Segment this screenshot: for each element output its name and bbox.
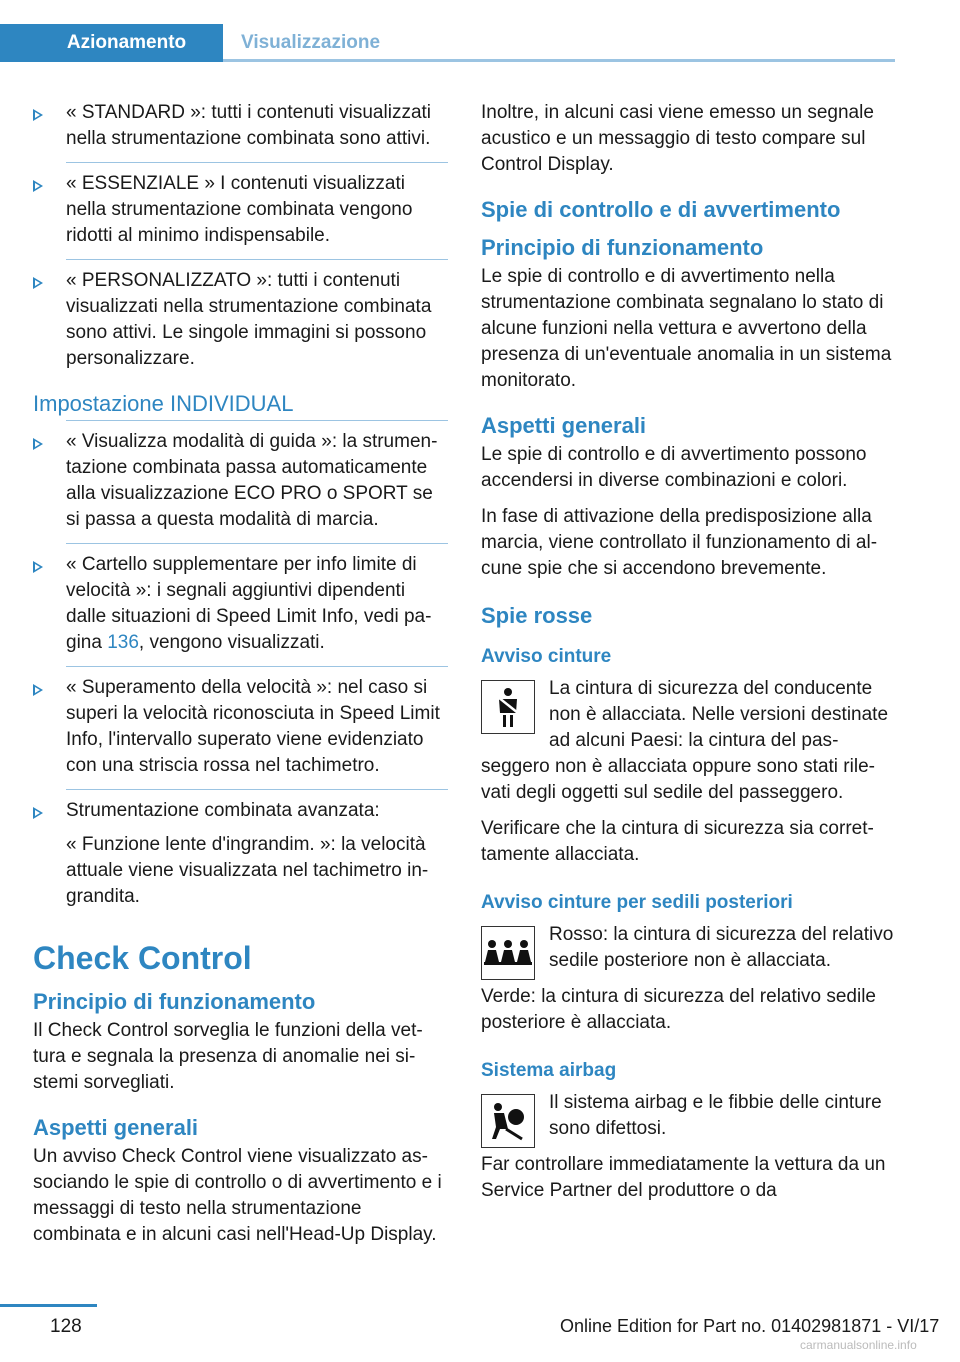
triangle-right-icon	[33, 109, 43, 121]
page-link[interactable]: 136	[107, 632, 139, 653]
edition-note: Online Edition for Part no. 01402981871 - VI/17	[560, 1316, 940, 1336]
lamp-block	[481, 676, 896, 806]
heading-individual: Impostazione INDIVIDUAL	[33, 391, 294, 416]
page-number: 128	[50, 1316, 82, 1337]
watermark: carmanualsonline.info	[800, 1338, 917, 1352]
heading-check-control: Check Control	[33, 940, 252, 976]
list-item: « Superamento della velocità »: nel caso si superi la velocità riconosciuta in Speed Limit Info, l'intervallo superato viene evidenziato con una striscia rossa nel tachimetro.	[33, 666, 448, 779]
paragraph: In fase di attivazione della predisposizione alla marcia, viene controllato il funzionamento di alcune spie che si accendono brevemente.	[481, 506, 878, 579]
list-item: « STANDARD »: tutti i contenuti visualizzati nella strumentazione combinata sono attivi.	[33, 100, 448, 152]
list-item: « ESSENZIALE » I contenuti visualizzati nella strumentazione combinata vengono ridotti al minimo indispensabile.	[33, 162, 448, 249]
heading-avviso-posteriori: Avviso cinture per sedili posteriori	[481, 892, 793, 913]
airbag-warning-icon	[481, 1094, 535, 1148]
seatbelt-warning-icon	[481, 680, 535, 734]
heading-principio-left: Principio di funzionamento	[33, 989, 316, 1014]
triangle-right-icon	[33, 684, 43, 696]
left-column	[33, 100, 448, 1258]
section-tab-visualizzazione: Visualizzazione	[241, 32, 381, 53]
lamp-block	[481, 922, 896, 1036]
paragraph: Inoltre, in alcuni casi viene emesso un segnale acustico e un messaggio di testo compare sul Control Display.	[481, 102, 874, 175]
paragraph: La cintura di sicurezza del conducente non è allacciata. Nelle versioni destinate ad alcuni Paesi: la cintura del passeggero non è allacciata oppure sono stati rilevati degli oggetti sul sedile del passeggero.	[481, 678, 889, 803]
heading-aspetti-left: Aspetti generali	[33, 1115, 199, 1140]
list-item: « Visualizza modalità di guida »: la strumentazione combinata passa automaticamente alla visualizzazione ECO PRO o SPORT se si passa a questa modalità di marcia.	[33, 420, 448, 533]
triangle-right-icon	[33, 561, 43, 573]
triangle-right-icon	[33, 277, 43, 289]
paragraph: Verde: la cintura di sicurezza del relativo sedile posteriore è allacciata.	[481, 986, 876, 1033]
paragraph: Le spie di controllo e di avvertimento nella strumentazione combinata segnalano lo stato di alcune funzioni nella vettura e avvertono della presenza di un'eventuale anomalia in un sistema monitorato.	[481, 266, 892, 391]
heading-avviso-cinture: Avviso cinture	[481, 646, 612, 667]
paragraph: Il sistema airbag e le fibbie delle cinture sono difettosi.	[549, 1092, 882, 1139]
triangle-right-icon	[33, 807, 43, 819]
heading-aspetti-right: Aspetti generali	[481, 413, 647, 438]
individual-settings-list	[33, 420, 448, 910]
paragraph: Far controllare immediatamente la vettura da un Service Partner del produttore o da	[481, 1154, 886, 1201]
rear-seatbelt-warning-icon	[481, 926, 535, 980]
paragraph: Il Check Control sorveglia le funzioni della vettura e segnala la presenza di anomalie nei sistemi sorvegliati.	[33, 1020, 423, 1093]
heading-spie-rosse: Spie rosse	[481, 603, 593, 628]
paragraph: Rosso: la cintura di sicurezza del relativo sedile posteriore non è allacciata.	[549, 924, 894, 971]
paragraph: Le spie di controllo e di avvertimento possono accendersi in diverse combinazioni e colori.	[481, 444, 867, 491]
right-column	[481, 100, 896, 1214]
footer-rule	[0, 1304, 97, 1307]
heading-principio-right: Principio di funzionamento	[481, 235, 764, 260]
display-mode-list	[33, 100, 448, 372]
paragraph: Un avviso Check Control viene visualizzato associando le spie di controllo o di avvertimento e i messaggi di testo nella strumentazione combinata e in alcuni casi nell'Head-Up Display.	[33, 1146, 442, 1245]
triangle-right-icon	[33, 180, 43, 192]
triangle-right-icon	[33, 438, 43, 450]
paragraph: Verificare che la cintura di sicurezza sia correttamente allacciata.	[481, 818, 874, 865]
header-rule	[223, 59, 895, 62]
list-item: Strumentazione combinata avanzata: « Funzione lente d'ingrandim. »: la velocità attuale viene visualizzata nel tachimetro ingrandita.	[33, 789, 448, 910]
page-header	[0, 0, 895, 64]
list-item: « Cartello supplementare per info limite di velocità »: i segnali aggiuntivi dipendenti dalle situazioni di Speed Limit Info, vedi pagina 136, vengono visualizzati.	[33, 543, 448, 656]
heading-sistema-airbag: Sistema airbag	[481, 1060, 617, 1081]
lamp-block	[481, 1090, 896, 1204]
list-item: « PERSONALIZZATO »: tutti i contenuti visualizzati nella strumentazione combinata sono attivi. Le singole immagini si possono personalizzare.	[33, 259, 448, 372]
sub-paragraph: « Funzione lente d'ingrandim. »: la velocità attuale viene visualizzata nel tachimetro ingrandita.	[66, 834, 429, 907]
heading-spie: Spie di controllo e di avvertimento	[481, 197, 841, 222]
section-tab-azionamento: Azionamento	[0, 24, 223, 62]
